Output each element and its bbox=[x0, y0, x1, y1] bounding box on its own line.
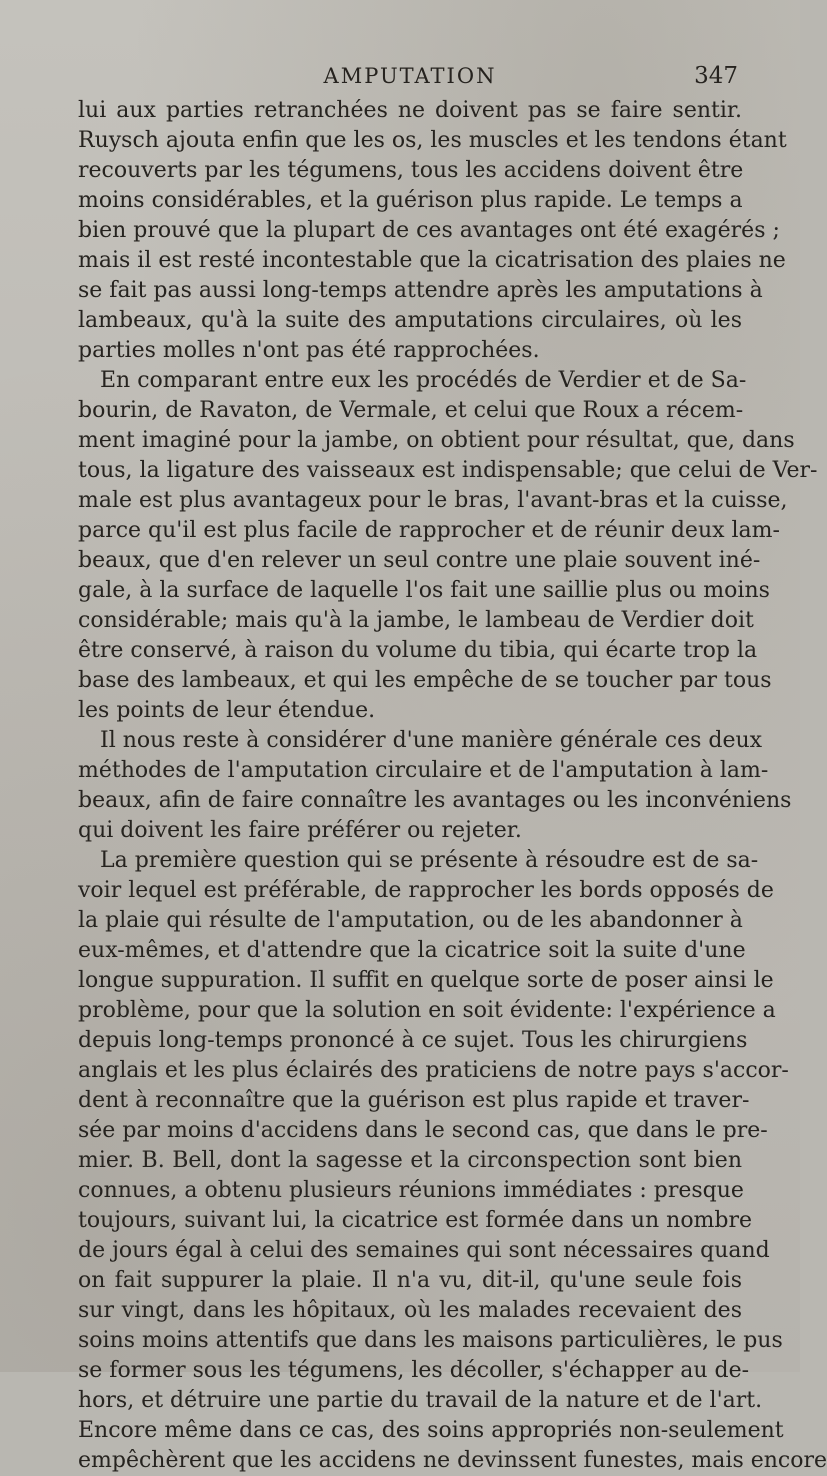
text-line: Ruysch ajouta enfin que les os, les muscles et les tendons étant bbox=[78, 128, 787, 153]
text-line: male est plus avantageux pour le bras, l'avant-bras et la cuisse, bbox=[78, 488, 788, 513]
text-line: se former sous les tégumens, les décoller, s'échapper au de- bbox=[78, 1358, 750, 1383]
text-line: hors, et détruire une partie du travail de la nature et de l'art. bbox=[78, 1388, 763, 1413]
text-line: La première question qui se présente à résoudre est de sa- bbox=[100, 848, 759, 873]
text-line: dent à reconnaître que la guérison est plus rapide et traver- bbox=[78, 1088, 750, 1113]
text-line: beaux, que d'en relever un seul contre une plaie souvent iné- bbox=[78, 548, 761, 573]
page-number: 347 bbox=[694, 63, 738, 89]
text-line: beaux, afin de faire connaître les avantages ou les inconvéniens bbox=[78, 788, 792, 813]
text-line: lui aux parties retranchées ne doivent pas se faire sentir. bbox=[78, 98, 742, 123]
text-line: eux-mêmes, et d'attendre que la cicatrice soit la suite d'une bbox=[78, 938, 746, 963]
text-line: mier. B. Bell, dont la sagesse et la circonspection sont bien bbox=[78, 1148, 742, 1173]
text-line: Encore même dans ce cas, des soins appropriés non-seulement bbox=[78, 1418, 784, 1443]
text-line: gale, à la surface de laquelle l'os fait une saillie plus ou moins bbox=[78, 578, 770, 603]
text-line: Il nous reste à considérer d'une manière générale ces deux bbox=[100, 728, 763, 753]
text-line: tous, la ligature des vaisseaux est indispensable; que celui de Ver- bbox=[78, 458, 818, 483]
text-line: moins considérables, et la guérison plus rapide. Le temps a bbox=[78, 188, 743, 213]
text-line: voir lequel est préférable, de rapprocher les bords opposés de bbox=[78, 878, 774, 903]
text-line: parties molles n'ont pas été rapprochées. bbox=[78, 338, 540, 363]
text-line: parce qu'il est plus facile de rapprocher et de réunir deux lam- bbox=[78, 518, 780, 543]
text-line: connues, a obtenu plusieurs réunions immédiates : presque bbox=[78, 1178, 744, 1203]
text-line: longue suppuration. Il suffit en quelque sorte de poser ainsi le bbox=[78, 968, 774, 993]
running-title: AMPUTATION bbox=[323, 64, 497, 88]
text-line: de jours égal à celui des semaines qui sont nécessaires quand bbox=[78, 1238, 770, 1263]
text-line: se fait pas aussi long-temps attendre après les amputations à bbox=[78, 278, 763, 303]
text-line: on fait suppurer la plaie. Il n'a vu, dit-il, qu'une seule fois bbox=[78, 1268, 742, 1293]
text-line: sur vingt, dans les hôpitaux, où les malades recevaient des bbox=[78, 1298, 742, 1323]
body-text bbox=[78, 96, 827, 1476]
text-line: soins moins attentifs que dans les maisons particulières, le pus bbox=[78, 1328, 783, 1353]
text-line: ment imaginé pour la jambe, on obtient pour résultat, que, dans bbox=[78, 428, 795, 453]
text-line: problème, pour que la solution en soit évidente: l'expérience a bbox=[78, 998, 776, 1023]
text-line: anglais et les plus éclairés des praticiens de notre pays s'accor- bbox=[78, 1058, 789, 1083]
text-line: bien prouvé que la plupart de ces avantages ont été exagérés ; bbox=[78, 218, 780, 243]
text-line: depuis long-temps prononcé à ce sujet. Tous les chirurgiens bbox=[78, 1028, 748, 1053]
page-header bbox=[70, 56, 750, 96]
text-line: qui doivent les faire préférer ou rejeter. bbox=[78, 818, 522, 843]
text-line: base des lambeaux, et qui les empêche de se toucher par tous bbox=[78, 668, 772, 693]
text-line: méthodes de l'amputation circulaire et de l'amputation à lam- bbox=[78, 758, 769, 783]
text-line: sée par moins d'accidens dans le second cas, que dans le pre- bbox=[78, 1118, 768, 1143]
text-line: lambeaux, qu'à la suite des amputations circulaires, où les bbox=[78, 308, 742, 333]
text-line: En comparant entre eux les procédés de Verdier et de Sa- bbox=[100, 368, 747, 393]
text-line: toujours, suivant lui, la cicatrice est formée dans un nombre bbox=[78, 1208, 753, 1233]
text-line: la plaie qui résulte de l'amputation, ou de les abandonner à bbox=[78, 908, 743, 933]
text-line: recouverts par les tégumens, tous les accidens doivent être bbox=[78, 158, 744, 183]
text-line: mais il est resté incontestable que la cicatrisation des plaies ne bbox=[78, 248, 786, 273]
text-line: être conservé, à raison du volume du tibia, qui écarte trop la bbox=[78, 638, 758, 663]
text-line: empêchèrent que les accidens ne devinssent funestes, mais encore bbox=[78, 1448, 827, 1473]
text-line: bourin, de Ravaton, de Vermale, et celui que Roux a récem- bbox=[78, 398, 744, 423]
text-line: considérable; mais qu'à la jambe, le lambeau de Verdier doit bbox=[78, 608, 754, 633]
text-line: les points de leur étendue. bbox=[78, 698, 376, 723]
